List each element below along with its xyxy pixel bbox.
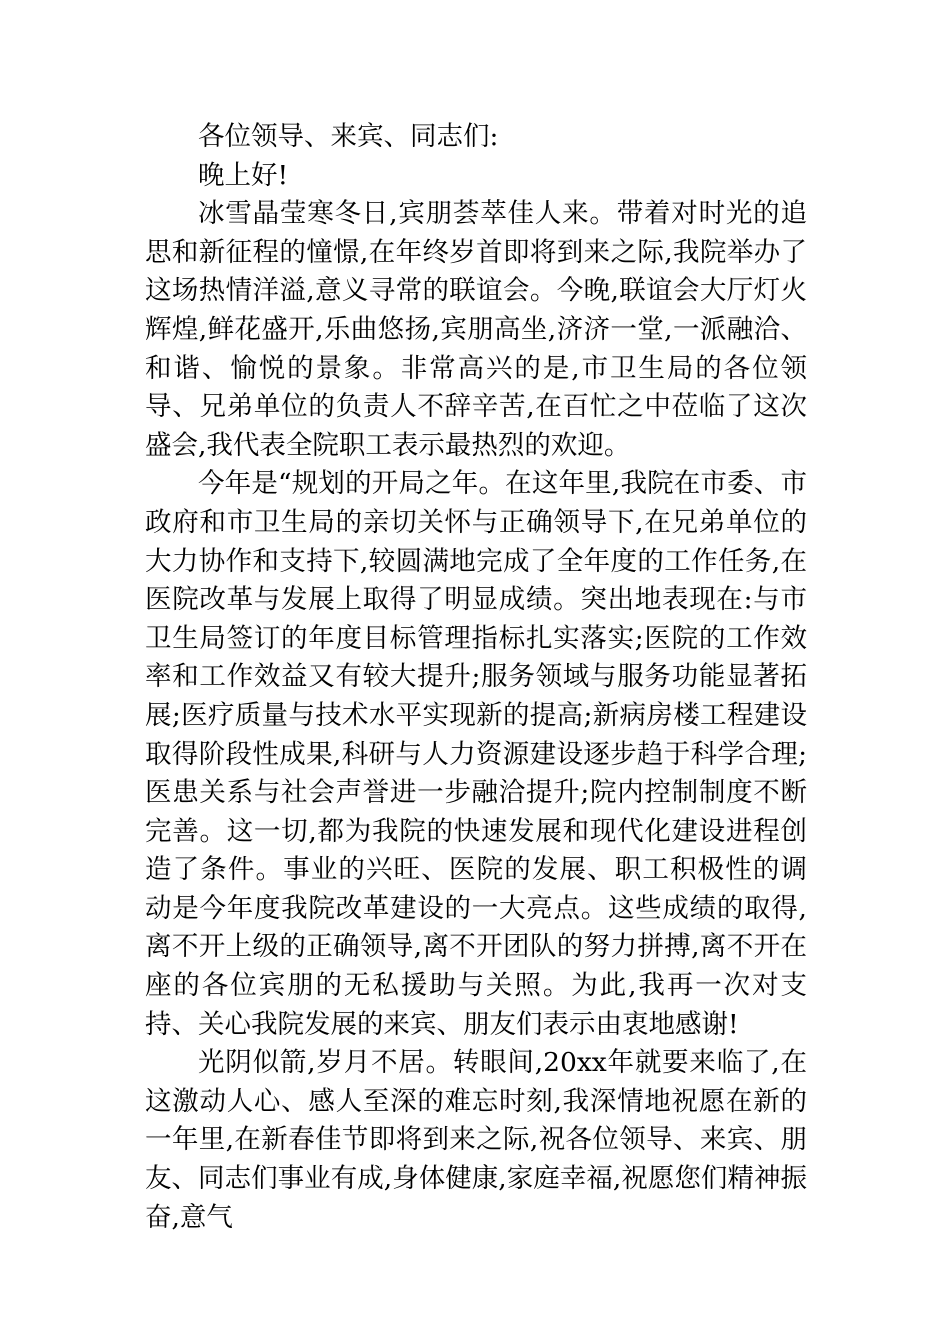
document-body <box>145 118 807 1237</box>
salutation: 各位领导、来宾、同志们: <box>198 121 499 152</box>
paragraph-achievements: 今年是“规划的开局之年。在这年里,我院在市委、市政府和市卫生局的亲切关怀与正确领导下,在兄弟单位的大力协作和支持下,较圆满地完成了全年度的工作任务,在医院改革与发展上取得了明显成绩。突出地表现在:与市卫生局签订的年度目标管理指标扎实落实;医院的工作效率和工作效益又有较大提升;服务领域与服务功能显著拓展;医疗质量与技术水平实现新的提高;新病房楼工程建设取得阶段性成果,科研与人力资源建设逐步趋于科学合理;医患关系与社会声誉进一步融洽提升;院内控制制度不断完善。这一切,都为我院的快速发展和现代化建设进程创造了条件。事业的兴旺、医院的发展、职工积极性的调动是今年度我院改革建设的一大亮点。这些成绩的取得,离不开上级的正确领导,离不开团队的努力拼搏,离不开在座的各位宾朋的无私援助与关照。为此,我再一次对支持、关心我院发展的来宾、朋友们表示由衷地感谢! <box>145 468 807 1040</box>
paragraph-opening: 冰雪晶莹寒冬日,宾朋荟萃佳人来。带着对时光的追思和新征程的憧憬,在年终岁首即将到来之际,我院举办了这场热情洋溢,意义寻常的联谊会。今晚,联谊会大厅灯火辉煌,鲜花盛开,乐曲悠扬,宾朋高坐,济济一堂,一派融洽、和谐、愉悦的景象。非常高兴的是,市卫生局的各位领导、兄弟单位的负责人不辞辛苦,在百忙之中莅临了这次盛会,我代表全院职工表示最热烈的欢迎。 <box>145 198 807 461</box>
greeting: 晚上好! <box>198 159 289 191</box>
paragraph-wishes: 光阴似箭,岁月不居。转眼间,20xx年就要来临了,在这激动人心、感人至深的难忘时刻,我深情地祝愿在新的一年里,在新春佳节即将到来之际,祝各位领导、来宾、朋友、同志们事业有成,身体健康,家庭幸福,祝愿您们精神振奋,意气 <box>145 1047 807 1233</box>
